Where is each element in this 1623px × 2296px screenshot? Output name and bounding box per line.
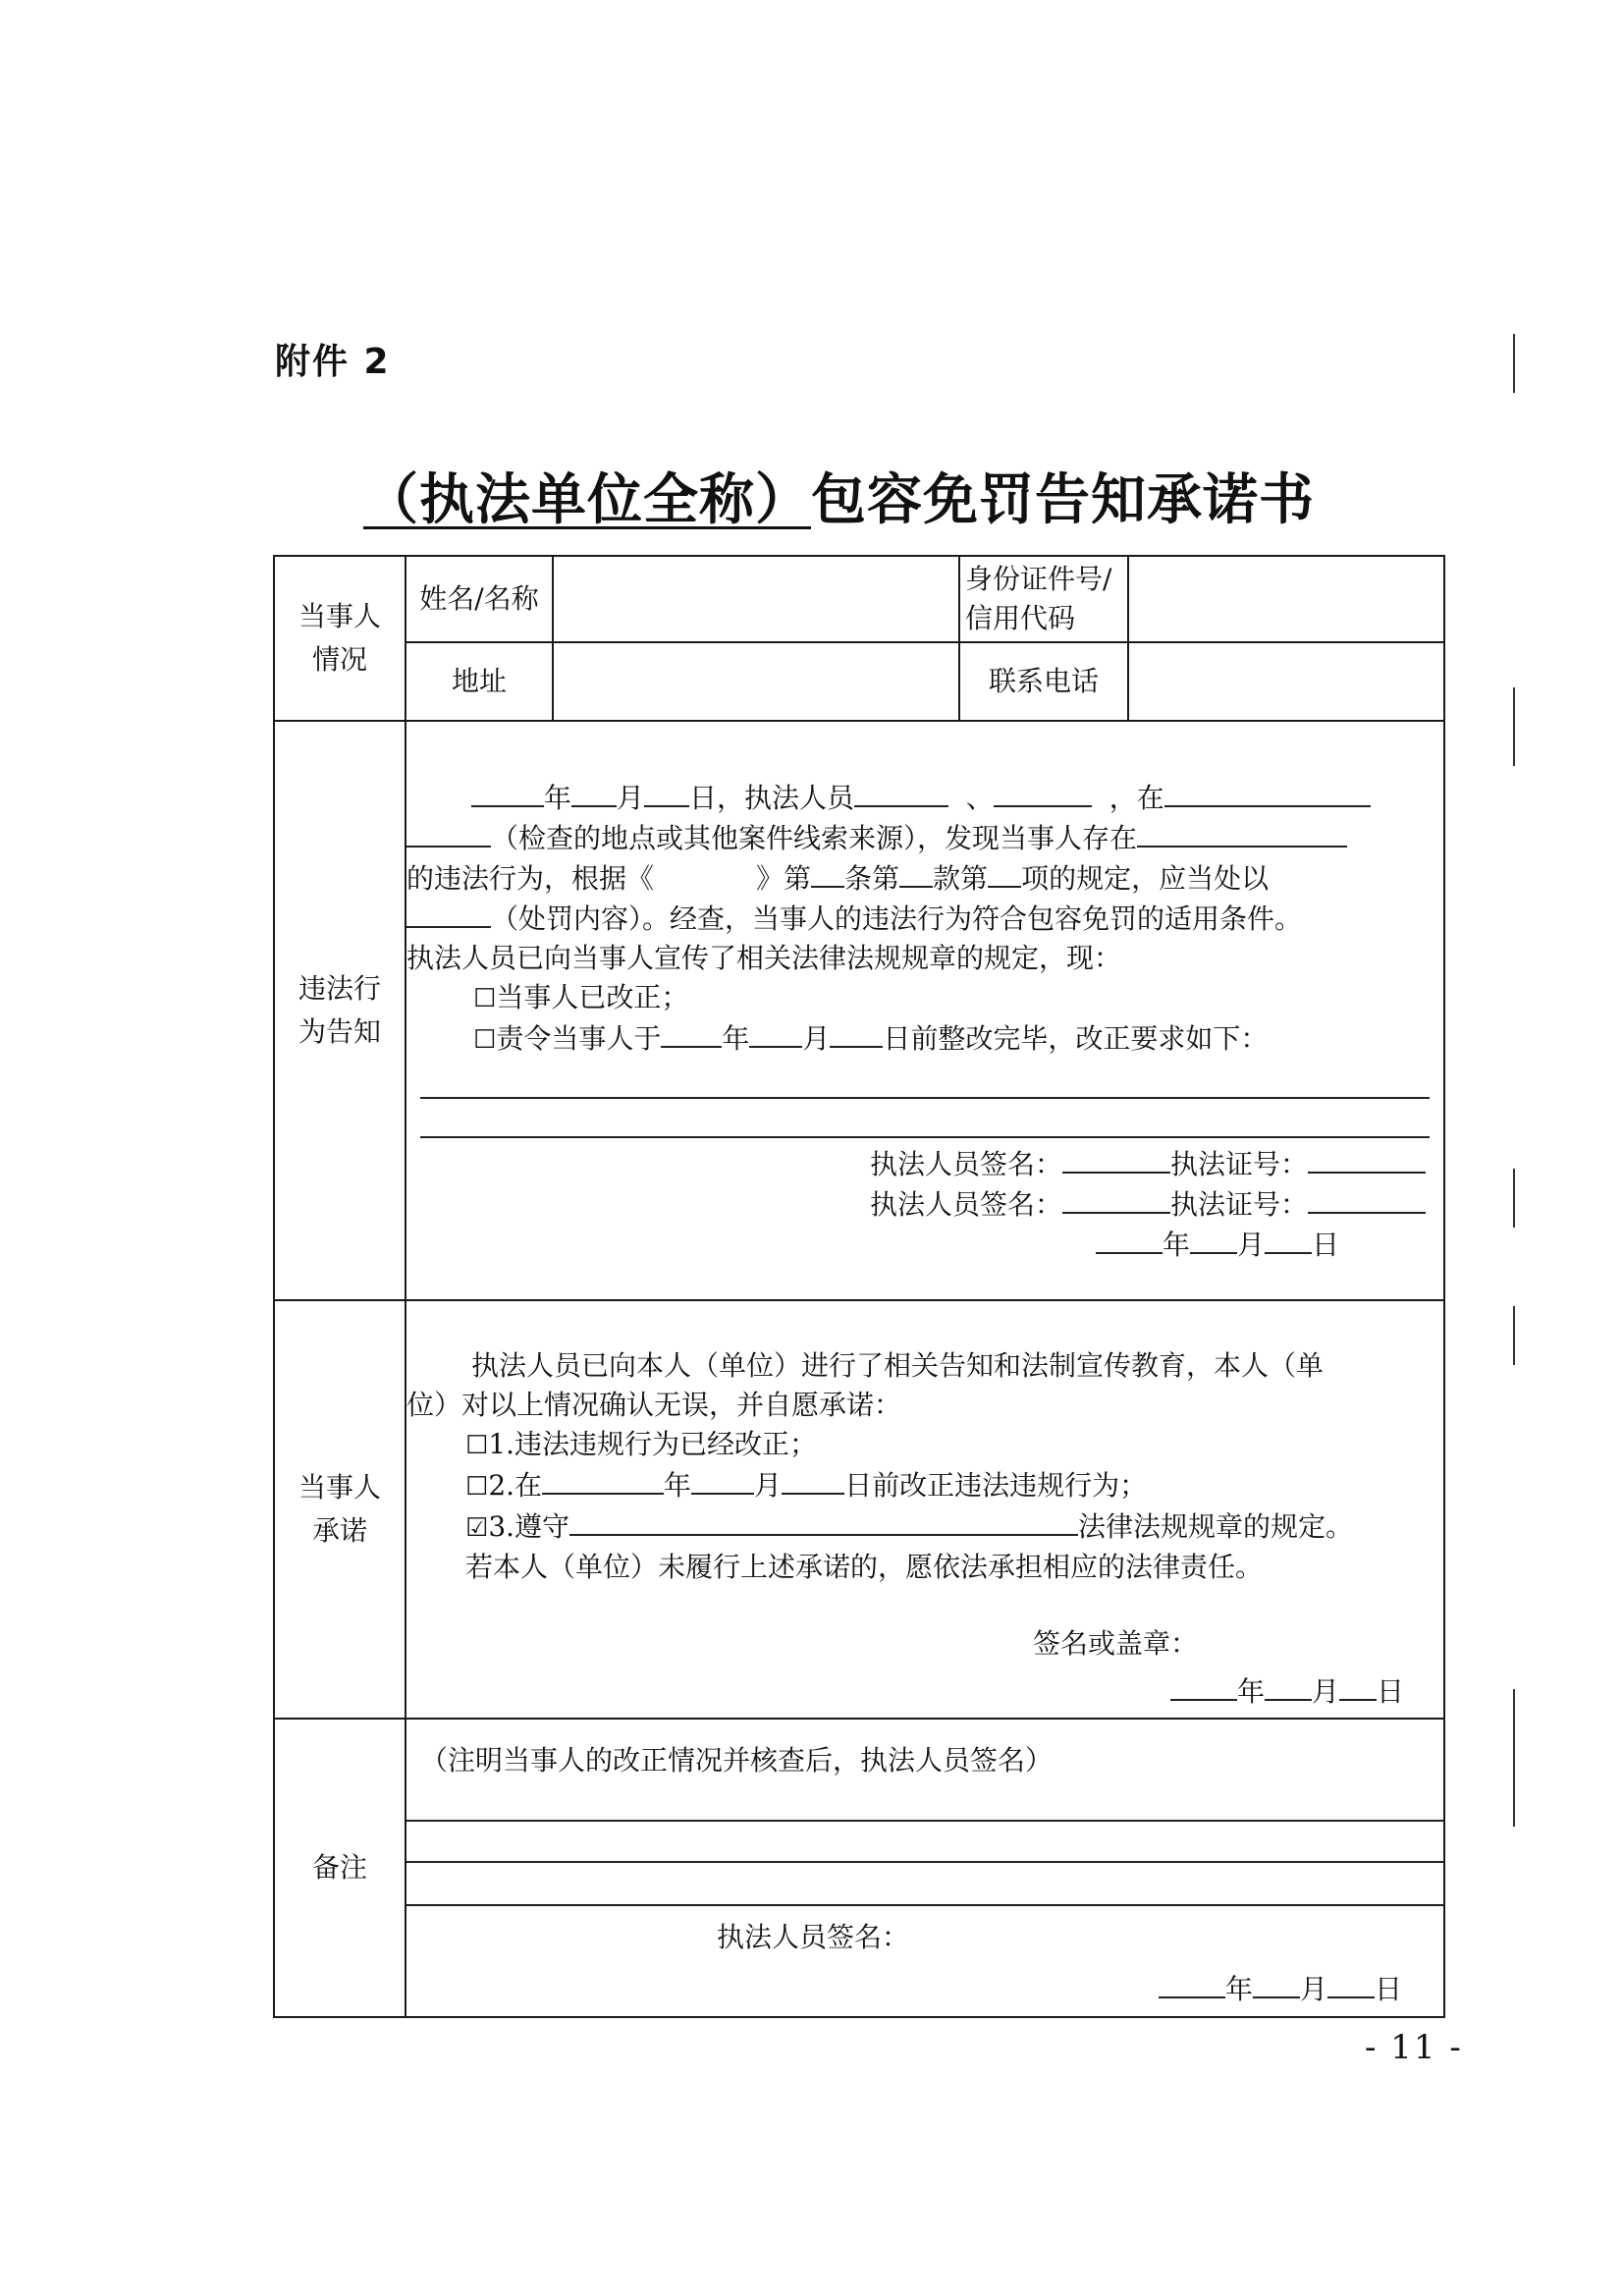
remarks-line-2[interactable] xyxy=(406,1863,1443,1906)
phone-label: 联系电话 xyxy=(959,642,1128,721)
checkbox-item-1[interactable]: ☐ xyxy=(465,1431,489,1460)
order-day-blank[interactable] xyxy=(830,1018,883,1048)
commit-item-1[interactable]: ☐1.违法违规行为已经改正； xyxy=(465,1428,818,1460)
violation-notice-label: 违法行为告知 xyxy=(274,721,406,1300)
commit-date-year-blank[interactable] xyxy=(1170,1671,1237,1701)
officer-sign-row-2: 执法人员签名： 执法证号： xyxy=(406,1184,1443,1225)
law-name-blank[interactable] xyxy=(569,1506,1078,1536)
remarks-note: （注明当事人的改正情况并核查后，执法人员签名） xyxy=(406,1720,1443,1822)
commit-liability: 若本人（单位）未履行上述承诺的，愿依法承担相应的法律责任。 xyxy=(465,1551,1264,1583)
order-month-blank[interactable] xyxy=(749,1018,802,1048)
commitment-intro: 执法人员已向本人（单位）进行了相关告知和法制宣传教育，本人（单 xyxy=(471,1349,1325,1382)
notice-year-blank[interactable] xyxy=(1096,1225,1163,1254)
scan-artifact xyxy=(1513,1169,1515,1228)
commit-date-month-blank[interactable] xyxy=(1265,1671,1312,1701)
year-blank[interactable] xyxy=(471,778,544,807)
commitment-label: 当事人承诺 xyxy=(274,1300,406,1719)
checkbox-item-2[interactable]: ☐ xyxy=(465,1472,489,1502)
paragraph-blank[interactable] xyxy=(899,858,933,888)
scan-artifact xyxy=(1513,687,1515,766)
remarks-officer-sign: 执法人员签名： xyxy=(717,1921,910,1953)
checkbox-item-3[interactable]: ☑ xyxy=(465,1513,489,1543)
commit-day-blank[interactable] xyxy=(782,1465,844,1495)
option-order[interactable]: ☐责令当事人于 年 月 日前整改完毕，改正要求如下： xyxy=(406,1018,1443,1060)
party-info-label: 当事人情况 xyxy=(274,556,406,721)
cert-no-2-blank[interactable] xyxy=(1308,1184,1426,1214)
name-label: 姓名/名称 xyxy=(406,556,553,642)
requirement-line-2[interactable] xyxy=(420,1099,1430,1138)
officer-1-blank[interactable] xyxy=(854,778,948,807)
scan-artifact xyxy=(1513,334,1515,393)
commit-item-3[interactable]: ☑3.遵守 法律法规规章的规定。 xyxy=(406,1506,1443,1548)
month-blank[interactable] xyxy=(571,778,617,807)
notice-line-5: 执法人员已向当事人宣传了相关法律法规规章的规定，现： xyxy=(406,942,1122,974)
document-title xyxy=(363,462,1315,540)
penalty-blank[interactable] xyxy=(406,899,491,928)
id-field[interactable] xyxy=(1128,556,1444,642)
remarks-label: 备注 xyxy=(274,1719,406,2017)
officer-sign-1-blank[interactable] xyxy=(1062,1144,1170,1174)
remarks-line-1[interactable] xyxy=(406,1822,1443,1863)
name-field[interactable] xyxy=(553,556,959,642)
notice-line-1: 年 月 日，执法人员 、 ，在 xyxy=(406,778,1443,818)
page-number: - 11 - xyxy=(1365,2028,1463,2067)
checkbox-order[interactable]: ☐ xyxy=(473,1025,497,1055)
commit-year-blank[interactable] xyxy=(542,1465,664,1495)
option-corrected[interactable]: ☐当事人已改正； xyxy=(473,981,689,1013)
day-blank[interactable] xyxy=(644,778,689,807)
requirement-line-1[interactable] xyxy=(420,1060,1430,1099)
notice-line-3: 的违法行为，根据《 》第 条第 款第 项的规定，应当处以 xyxy=(406,858,1443,899)
scan-artifact xyxy=(1513,1306,1515,1365)
order-year-blank[interactable] xyxy=(661,1018,722,1048)
officer-sign-2-blank[interactable] xyxy=(1062,1184,1170,1214)
notice-day-blank[interactable] xyxy=(1265,1225,1312,1254)
attachment-label: 附件 2 xyxy=(275,342,391,382)
commitment-intro-cont: 位）对以上情况确认无误，并自愿承诺： xyxy=(406,1389,902,1421)
scan-artifact xyxy=(1513,1689,1515,1827)
notice-line-2: （检查的地点或其他案件线索来源），发现当事人存在 xyxy=(406,818,1443,858)
commit-date-day-blank[interactable] xyxy=(1339,1671,1377,1701)
violation-blank[interactable] xyxy=(1137,818,1347,847)
id-label: 身份证件号/信用代码 xyxy=(959,556,1128,642)
notice-form xyxy=(273,555,1445,2018)
commit-item-2[interactable]: ☐2.在 年 月 日前改正违法违规行为； xyxy=(406,1465,1443,1506)
cert-no-1-blank[interactable] xyxy=(1308,1144,1426,1174)
title-unit-placeholder: （执法单位全称） xyxy=(363,468,811,532)
notice-date: 年 月 日 xyxy=(406,1225,1443,1265)
remarks-year-blank[interactable] xyxy=(1159,1969,1225,1998)
source-blank[interactable] xyxy=(406,818,491,847)
commit-month-blank[interactable] xyxy=(691,1465,754,1495)
notice-line-4: （处罚内容）。经查，当事人的违法行为符合包容免罚的适用条件。 xyxy=(406,899,1443,939)
officer-sign-row-1: 执法人员签名： 执法证号： xyxy=(406,1144,1443,1184)
checkbox-corrected[interactable]: ☐ xyxy=(473,984,497,1013)
phone-field[interactable] xyxy=(1128,642,1444,721)
location-blank[interactable] xyxy=(1164,778,1371,807)
notice-month-blank[interactable] xyxy=(1190,1225,1237,1254)
commitment-body xyxy=(406,1300,1444,1719)
item-blank[interactable] xyxy=(988,858,1021,888)
remarks-date: 年 月 日 xyxy=(406,1969,1443,2009)
title-main: 包容免罚告知承诺书 xyxy=(811,468,1315,532)
commit-date: 年 月 日 xyxy=(406,1671,1443,1712)
address-label: 地址 xyxy=(406,642,553,721)
violation-notice-body xyxy=(406,721,1444,1300)
commit-sign-label: 签名或盖章： xyxy=(1032,1627,1198,1660)
address-field[interactable] xyxy=(553,642,959,721)
remarks-body xyxy=(406,1719,1444,2017)
remarks-day-blank[interactable] xyxy=(1327,1969,1375,1998)
article-blank[interactable] xyxy=(811,858,844,888)
officer-2-blank[interactable] xyxy=(994,778,1092,807)
remarks-month-blank[interactable] xyxy=(1253,1969,1300,1998)
